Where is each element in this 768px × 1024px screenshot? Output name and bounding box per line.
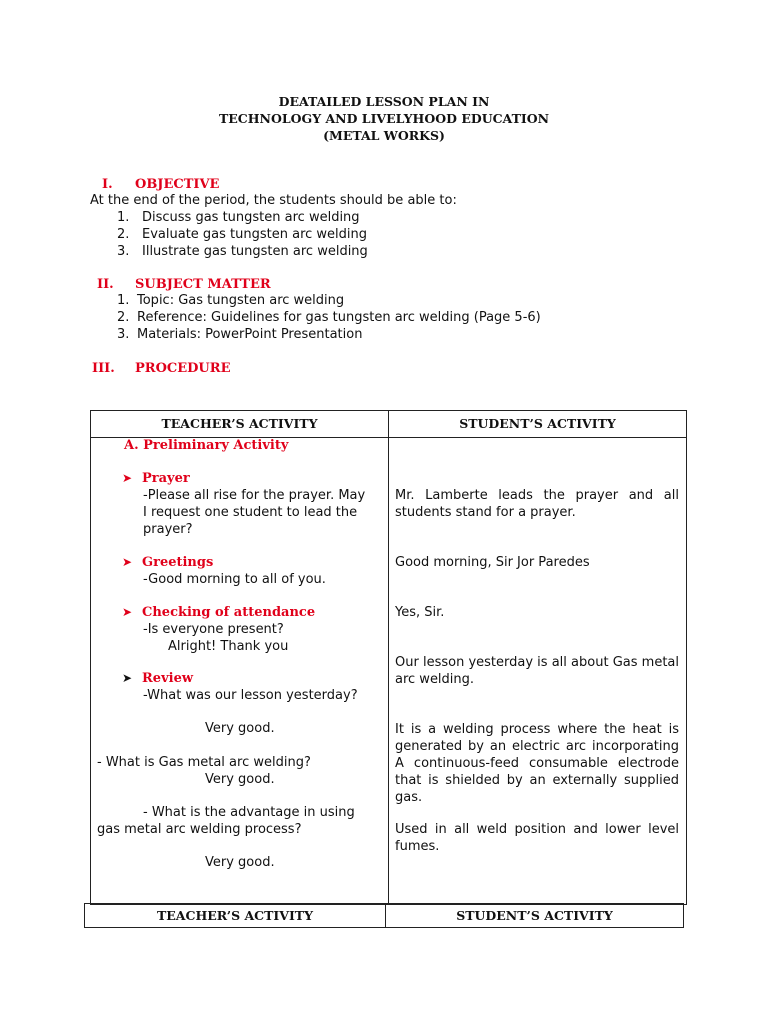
subject-matter-number: II. [97, 277, 114, 292]
attendance-heading: Checking of attendance [142, 605, 316, 620]
teacher-activity-header: TEACHER’S ACTIVITY [156, 908, 314, 923]
objective-intro: At the end of the period, the students should be able to: [90, 193, 457, 208]
activity-table-continued [84, 903, 684, 928]
prayer-teacher-line: I request one student to lead the [143, 505, 358, 520]
document-title-line-3: (METAL WORKS) [323, 128, 445, 143]
objective-item: Illustrate gas tungsten arc welding [142, 244, 368, 259]
student-activity-header: STUDENT’S ACTIVITY [459, 416, 616, 431]
student-activity-header: STUDENT’S ACTIVITY [456, 908, 613, 923]
objective-item-number: 3. [117, 244, 130, 259]
review-question: - What is Gas metal arc welding? [97, 755, 311, 770]
procedure-heading: PROCEDURE [135, 361, 231, 376]
review-praise: Very good. [205, 721, 275, 736]
review-question: - What is the advantage in using [143, 805, 355, 820]
procedure-number: III. [92, 361, 115, 376]
teacher-activity-header: TEACHER’S ACTIVITY [161, 416, 318, 431]
subject-item-number: 2. [117, 310, 130, 325]
arrow-bullet-icon: ➤ [122, 605, 133, 619]
attendance-teacher-line: Alright! Thank you [168, 639, 289, 654]
subject-matter-heading: SUBJECT MATTER [135, 277, 271, 292]
prayer-teacher-line: prayer? [143, 522, 193, 537]
prayer-heading: Prayer [142, 471, 190, 486]
review-question: -What was our lesson yesterday? [143, 688, 358, 703]
objective-heading: OBJECTIVE [135, 177, 220, 192]
objective-item: Evaluate gas tungsten arc welding [142, 227, 368, 242]
objective-number: I. [102, 177, 113, 192]
subject-item: Topic: Gas tungsten arc welding [137, 293, 345, 308]
attendance-student-response: Yes, Sir. [395, 605, 445, 620]
document-title-line-1: DEATAILED LESSON PLAN IN [278, 94, 490, 109]
subject-item: Materials: PowerPoint Presentation [137, 327, 363, 342]
review-heading: Review [142, 671, 194, 686]
greetings-teacher-line: -Good morning to all of you. [143, 572, 326, 587]
subject-item-number: 1. [117, 293, 130, 308]
subject-item: Reference: Guidelines for gas tungsten arc welding (Page 5-6) [137, 310, 541, 325]
review-praise: Very good. [205, 772, 275, 787]
preliminary-activity-heading: A. Preliminary Activity [124, 438, 289, 453]
document-title-line-2: TECHNOLOGY AND LIVELYHOOD EDUCATION [218, 111, 550, 126]
arrow-bullet-icon: ➤ [122, 471, 133, 485]
review-student-answer: Used in all weld position and lower level fumes. [395, 822, 679, 854]
greetings-heading: Greetings [142, 555, 214, 570]
arrow-bullet-icon: ➤ [122, 555, 133, 569]
subject-item-number: 3. [117, 327, 130, 342]
review-student-answer: It is a welding process where the heat is generated by an electric arc incorporating A continuous-feed consumable electrode that is shielded by an externally supplied gas. [395, 722, 679, 805]
review-praise: Very good. [205, 855, 275, 870]
arrow-bullet-icon: ➤ [122, 671, 133, 685]
column-divider [388, 411, 389, 904]
review-student-answer: Our lesson yesterday is all about Gas metal arc welding. [395, 655, 679, 687]
objective-item-number: 1. [117, 210, 130, 225]
objective-item: Discuss gas tungsten arc welding [142, 210, 360, 225]
attendance-teacher-line: -Is everyone present? [143, 622, 284, 637]
prayer-student-response: Mr. Lamberte leads the prayer and all students stand for a prayer. [395, 488, 679, 520]
review-question: gas metal arc welding process? [97, 822, 302, 837]
objective-item-number: 2. [117, 227, 130, 242]
greetings-student-response: Good morning, Sir Jor Paredes [395, 555, 590, 570]
prayer-teacher-line: -Please all rise for the prayer. May [143, 488, 366, 503]
